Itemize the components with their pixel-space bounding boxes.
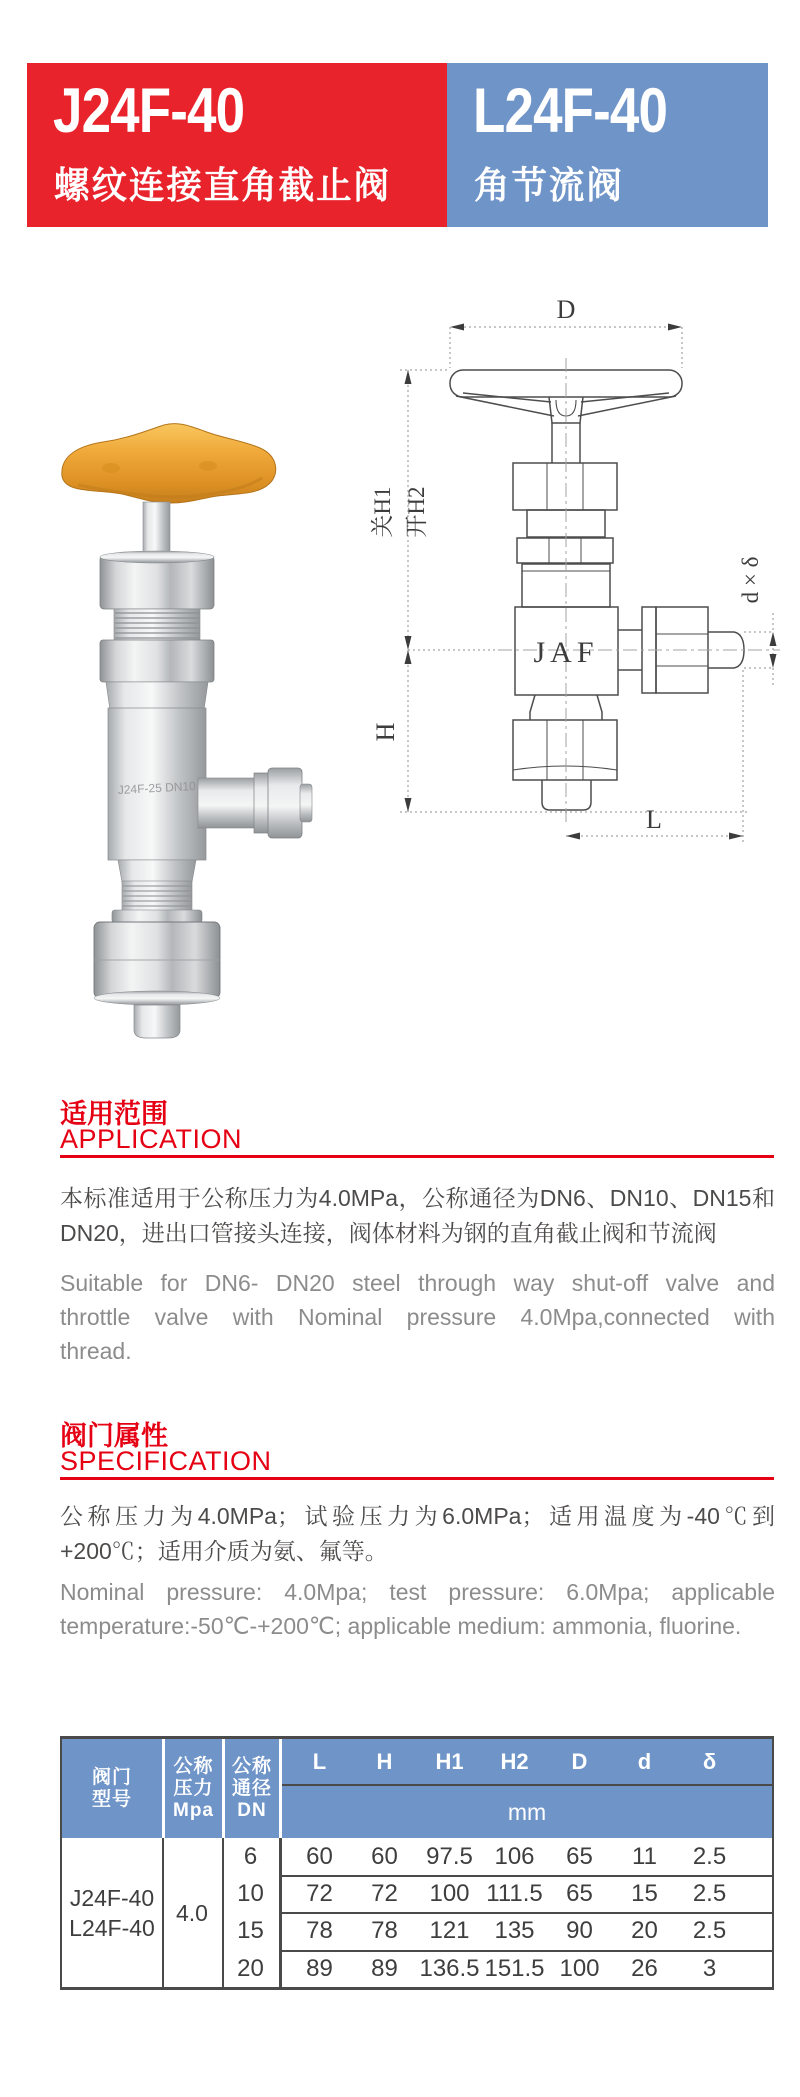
photo-body-marking: J24F-25 DN10 — [117, 778, 197, 798]
application-divider — [60, 1155, 774, 1158]
text-line: DN20，进出口管接头连接，阀体材料为钢的直角截止阀和节流阀 — [60, 1220, 717, 1246]
table-cell: 106 — [494, 1842, 535, 1870]
header-text: 公称 — [231, 1755, 272, 1777]
header-text: DN — [237, 1799, 267, 1821]
specification-title-en: SPECIFICATION — [60, 1446, 272, 1476]
application-title-en: APPLICATION — [60, 1124, 243, 1154]
table-cell: 65 — [566, 1842, 593, 1870]
header-text: 阀门 — [91, 1766, 132, 1788]
table-cell: 90 — [566, 1916, 593, 1944]
col-divider — [162, 1838, 164, 1987]
text-line: throttle valve with Nominal pressure 4.0Mpa,connected with — [60, 1304, 775, 1330]
body-brand-mark: JAF — [533, 636, 599, 669]
dn-cell: 15 — [237, 1916, 264, 1944]
header-text: 型号 — [91, 1788, 132, 1810]
text-line: Suitable for DN6- DN20 steel through way shut-off valve and — [60, 1270, 775, 1296]
table-cell: 20 — [631, 1916, 658, 1944]
table-cell: 2.5 — [692, 1916, 727, 1944]
table-cell: 89 — [306, 1954, 333, 1982]
table-cell: 100 — [559, 1954, 600, 1982]
table-cell: 135 — [494, 1916, 535, 1944]
dim-col-label: H2 — [500, 1748, 529, 1774]
dn-cell: 6 — [243, 1842, 258, 1870]
col-divider — [222, 1838, 224, 1987]
header-text: 通径 — [231, 1777, 272, 1799]
row-divider — [279, 1875, 774, 1877]
specification-divider — [60, 1477, 774, 1480]
table-cell: 15 — [631, 1879, 658, 1907]
table-row — [279, 1838, 772, 1875]
table-border-bottom — [60, 1987, 774, 1990]
unit-header: mm — [507, 1798, 547, 1825]
dim-col-label: D — [571, 1748, 588, 1774]
dimension-table — [60, 1736, 774, 1990]
table-cell: 60 — [306, 1842, 333, 1870]
text-line: thread. — [60, 1338, 132, 1364]
valve-handle — [62, 424, 276, 503]
dim-col-label: d — [637, 1748, 652, 1774]
table-cell: 89 — [371, 1954, 398, 1982]
model-values-cell — [62, 1838, 162, 1987]
row-divider — [279, 1950, 774, 1952]
table-cell: 72 — [306, 1879, 333, 1907]
dim-label-dxdelta: d × δ — [738, 556, 763, 604]
table-cell: 151.5 — [484, 1954, 545, 1982]
dn-cell: 10 — [237, 1879, 264, 1907]
pressure-value: 4.0 — [176, 1899, 208, 1926]
dim-col-label: H — [376, 1748, 393, 1774]
table-border-left — [60, 1736, 62, 1990]
col-header-pressure — [165, 1739, 222, 1838]
row-divider — [279, 1912, 774, 1914]
application-text-zh — [60, 1183, 775, 1253]
header-block-l24f — [447, 63, 768, 227]
table-cell: 26 — [631, 1954, 658, 1982]
table-cell: 78 — [306, 1916, 333, 1944]
table-row — [279, 1912, 772, 1949]
text-line: temperature:-50℃-+200℃; applicable medium: ammonia, fluorine. — [60, 1613, 742, 1639]
table-row — [279, 1875, 772, 1912]
text-line: 本标准适用于公称压力为4.0MPa，公称通径为DN6、DN10、DN15和 — [60, 1185, 775, 1211]
table-cell: 111.5 — [486, 1879, 543, 1907]
table-row — [279, 1950, 772, 1987]
header-block-j24f — [27, 63, 447, 227]
valve-dimension-drawing — [330, 230, 790, 848]
table-cell: 2.5 — [692, 1842, 727, 1870]
table-cell: 60 — [371, 1842, 398, 1870]
dim-col-label: δ — [702, 1748, 717, 1774]
pressure-value-cell — [162, 1838, 222, 1987]
col-header-dn — [225, 1739, 279, 1838]
dim-col-label: L — [312, 1748, 327, 1774]
application-title-zh: 适用范围 — [60, 1099, 168, 1129]
valve-photo — [48, 350, 313, 1040]
table-cell: 121 — [429, 1916, 470, 1944]
table-cell: 72 — [371, 1879, 398, 1907]
dimension-letters-row — [279, 1739, 772, 1784]
dn-cell: 20 — [237, 1954, 264, 1982]
dim-col-label: H1 — [435, 1748, 464, 1774]
model-title-j24f: J24F-40 — [53, 76, 245, 146]
table-cell: 97.5 — [426, 1842, 473, 1870]
model-value: J24F-40 — [69, 1884, 155, 1911]
model-value: L24F-40 — [69, 1914, 155, 1941]
dim-label-h: H — [371, 722, 400, 742]
col-header-model — [62, 1739, 162, 1838]
table-border-top — [60, 1736, 774, 1739]
model-subtitle-l24f: 角节流阀 — [474, 165, 624, 206]
specification-text-en — [60, 1577, 775, 1645]
table-cell: 65 — [566, 1879, 593, 1907]
text-line: +200℃；适用介质为氨、氟等。 — [60, 1538, 388, 1564]
table-cell: 136.5 — [419, 1954, 480, 1982]
dim-label-l: L — [646, 805, 662, 834]
header-text: Mpa — [173, 1799, 214, 1821]
table-cell: 2.5 — [692, 1879, 727, 1907]
dim-label-open-h2: 开H2 — [404, 486, 429, 538]
text-line: Nominal pressure: 4.0Mpa; test pressure: 6.0Mpa; applicable — [60, 1579, 775, 1605]
dim-label-d: D — [556, 295, 576, 324]
table-cell: 3 — [702, 1954, 717, 1982]
header-text: 压力 — [173, 1777, 214, 1799]
specification-text-zh — [60, 1501, 775, 1571]
application-text-en — [60, 1268, 775, 1370]
specification-title-zh: 阀门属性 — [60, 1421, 168, 1451]
table-cell: 11 — [632, 1842, 657, 1870]
header-text: 公称 — [173, 1755, 214, 1777]
text-line: 公称压力为4.0MPa；试验压力为6.0MPa；适用温度为-40℃到 — [60, 1503, 775, 1529]
model-title-l24f: L24F-40 — [473, 76, 668, 146]
model-subtitle-j24f: 螺纹连接直角截止阀 — [54, 165, 391, 206]
table-cell: 78 — [371, 1916, 398, 1944]
dim-label-close-h1: 关H1 — [370, 486, 395, 538]
table-cell: 100 — [429, 1879, 470, 1907]
